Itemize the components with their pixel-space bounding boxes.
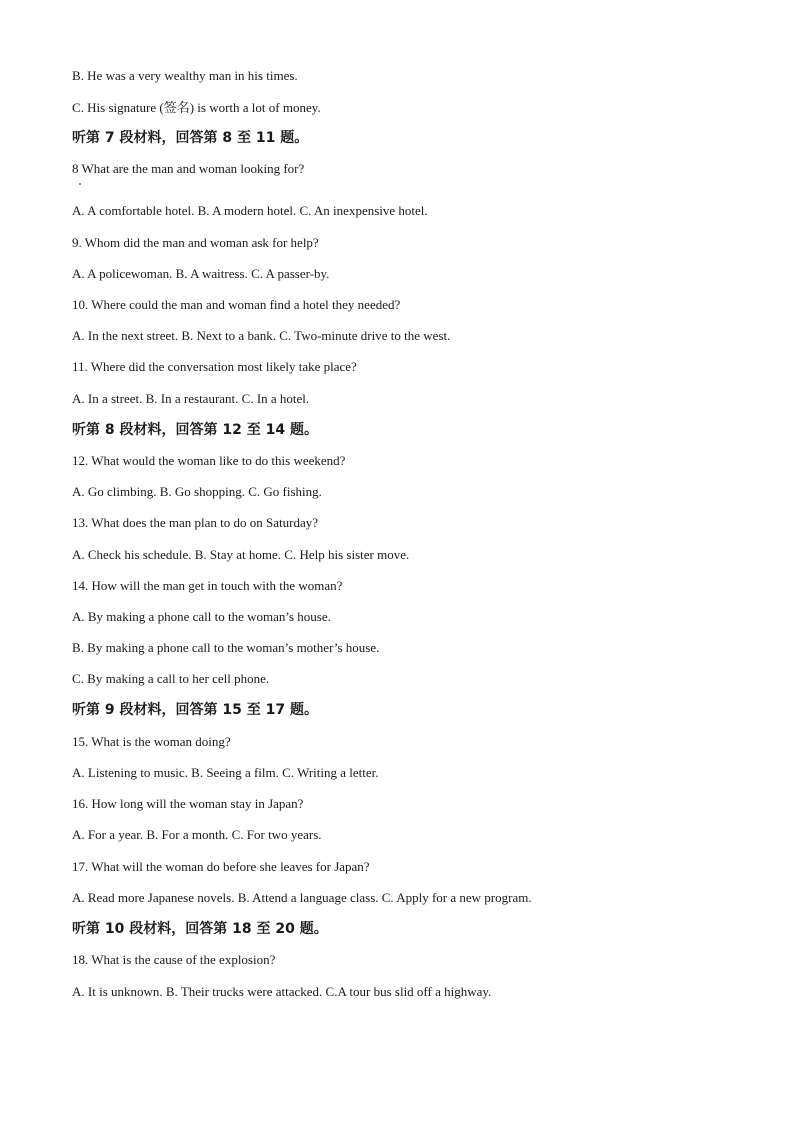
question-line: 18. What is the cause of the explosion? [72, 952, 276, 967]
scan-speck [79, 183, 81, 185]
option-line: A. It is unknown. B. Their trucks were attacked. C.A tour bus slid off a highway. [72, 984, 492, 999]
option-line: B. By making a phone call to the woman’s mother’s house. [72, 640, 380, 655]
option-line: B. He was a very wealthy man in his times. [72, 68, 298, 83]
question-line: 13. What does the man plan to do on Saturday? [72, 515, 318, 530]
option-line: C. By making a call to her cell phone. [72, 671, 270, 686]
section-heading: 听第 9 段材料，回答第 15 至 17 题。 [72, 702, 318, 718]
section-heading: 听第 10 段材料，回答第 18 至 20 题。 [72, 921, 328, 937]
question-line: 8 What are the man and woman looking for? [72, 161, 305, 176]
option-line: C. His signature (签名) is worth a lot of money. [72, 100, 321, 115]
question-line: 17. What will the woman do before she leaves for Japan? [72, 859, 370, 874]
question-line: 16. How long will the woman stay in Japan? [72, 796, 304, 811]
option-line: A. Listening to music. B. Seeing a film. C. Writing a letter. [72, 765, 379, 780]
section-heading: 听第 7 段材料，回答第 8 至 11 题。 [72, 130, 309, 146]
option-line: A. In the next street. B. Next to a bank. C. Two-minute drive to the west. [72, 328, 451, 343]
option-line: A. In a street. B. In a restaurant. C. In a hotel. [72, 391, 310, 406]
option-line: A. Read more Japanese novels. B. Attend a language class. C. Apply for a new program. [72, 890, 532, 905]
section-heading: 听第 8 段材料，回答第 12 至 14 题。 [72, 422, 318, 438]
question-line: 14. How will the man get in touch with the woman? [72, 578, 343, 593]
option-line: A. For a year. B. For a month. C. For two years. [72, 827, 322, 842]
question-line: 9. Whom did the man and woman ask for help? [72, 235, 319, 250]
question-line: 12. What would the woman like to do this weekend? [72, 453, 346, 468]
option-line: A. Go climbing. B. Go shopping. C. Go fishing. [72, 484, 322, 499]
option-line: A. A policewoman. B. A waitress. C. A passer-by. [72, 266, 330, 281]
option-line: A. A comfortable hotel. B. A modern hotel. C. An inexpensive hotel. [72, 203, 428, 218]
option-line: A. By making a phone call to the woman’s house. [72, 609, 331, 624]
option-line: A. Check his schedule. B. Stay at home. C. Help his sister move. [72, 547, 410, 562]
question-line: 10. Where could the man and woman find a hotel they needed? [72, 297, 401, 312]
question-line: 15. What is the woman doing? [72, 734, 231, 749]
question-line: 11. Where did the conversation most likely take place? [72, 359, 357, 374]
